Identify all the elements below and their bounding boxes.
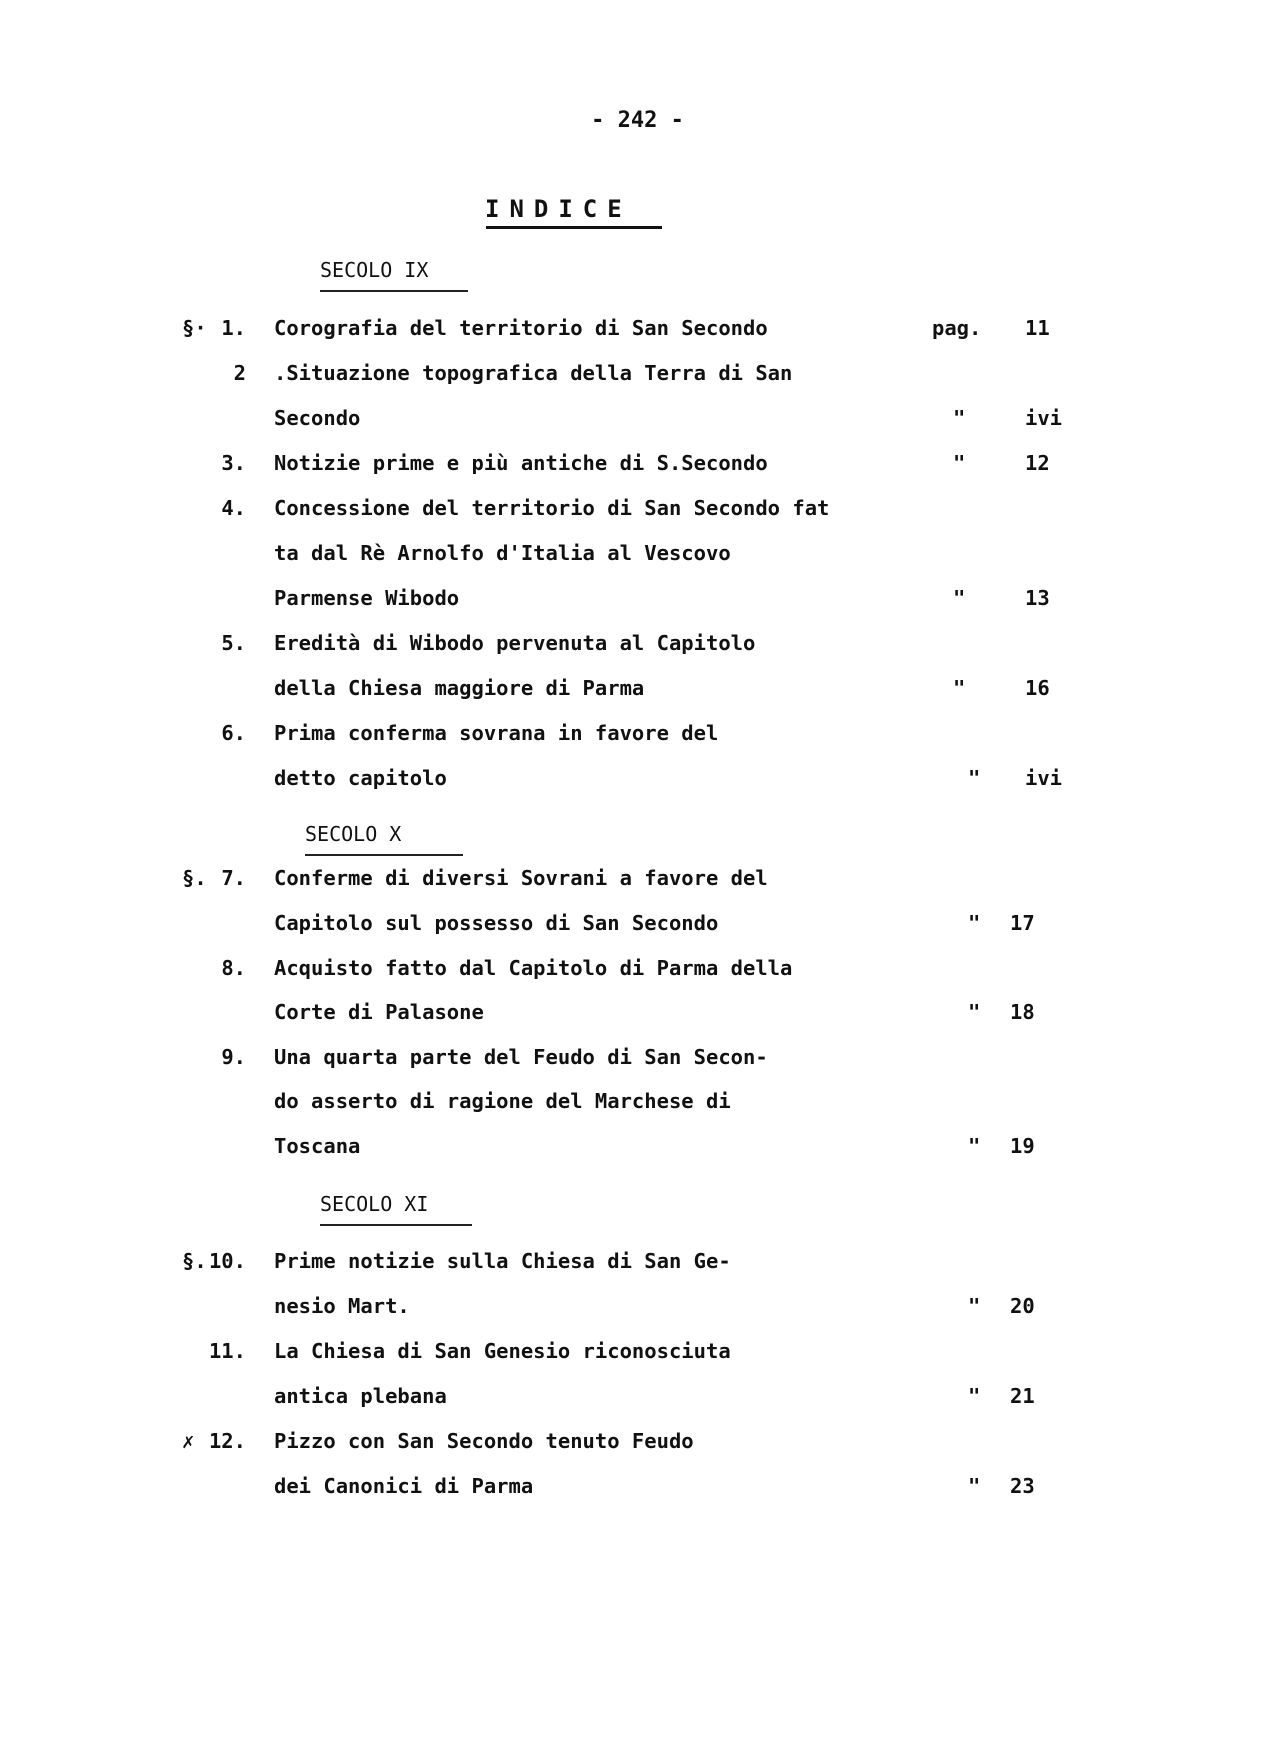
ditto-mark: " (953, 406, 966, 430)
entry-page: 19 (1010, 1134, 1035, 1158)
entry-page: 23 (1010, 1474, 1035, 1498)
entry-number: 6. (221, 721, 246, 745)
section-heading-ix: SECOLO IX (320, 258, 468, 292)
entry-text: dei Canonici di Parma (274, 1474, 534, 1498)
entry-text: Capitolo sul possesso di San Secondo (274, 911, 719, 935)
entry-number: 8. (221, 956, 246, 980)
entry-text: Secondo (274, 406, 361, 430)
entry-text: nesio Mart. (274, 1294, 410, 1318)
entry-text: Notizie prime e più antiche di S.Secondo (274, 451, 768, 475)
ditto-mark: " (953, 586, 966, 610)
section-underline (305, 854, 463, 856)
ditto-mark: " (968, 766, 981, 790)
entry-text: Parmense Wibodo (274, 586, 460, 610)
entry-number: 4. (221, 496, 246, 520)
entry-text: antica plebana (274, 1384, 447, 1408)
entry-number: 10. (208, 1249, 246, 1273)
entry-text: Concessione del territorio di San Secondo fat (274, 496, 830, 520)
index-title: INDICE (485, 195, 632, 223)
entry-page: ivi (1025, 406, 1063, 430)
entry-page: 16 (1025, 676, 1050, 700)
entry-number: 5. (221, 631, 246, 655)
entry-page: 12 (1025, 451, 1050, 475)
entry-page: 18 (1010, 1000, 1035, 1024)
entry-text: Corte di Palasone (274, 1000, 484, 1024)
section-underline (320, 1224, 472, 1226)
entry-number: 9. (221, 1045, 246, 1069)
entry-text: della Chiesa maggiore di Parma (274, 676, 645, 700)
section-mark: §. (182, 866, 207, 890)
entry-page: 13 (1025, 586, 1050, 610)
section-mark: ✗ (182, 1429, 195, 1453)
ditto-mark: " (968, 1384, 981, 1408)
entry-text: Conferme di diversi Sovrani a favore del (274, 866, 768, 890)
page-number: - 242 - (591, 108, 684, 133)
entry-text: .Situazione topografica della Terra di San (274, 361, 793, 385)
entry-number: 11. (208, 1339, 246, 1363)
entry-page: 20 (1010, 1294, 1035, 1318)
entry-number: 1. (221, 316, 246, 340)
ditto-mark: " (953, 451, 966, 475)
entry-text: ta dal Rè Arnolfo d'Italia al Vescovo (274, 541, 731, 565)
entry-text: detto capitolo (274, 766, 447, 790)
entry-page: 11 (1025, 316, 1050, 340)
page-prefix: pag. (932, 316, 982, 340)
entry-text: Prime notizie sulla Chiesa di San Ge- (274, 1249, 731, 1273)
section-underline (320, 290, 468, 292)
entry-number: 2 (233, 361, 246, 385)
ditto-mark: " (968, 1474, 981, 1498)
title-underline (486, 226, 662, 229)
section-mark: §· (182, 316, 207, 340)
entry-number: 12. (208, 1429, 246, 1453)
entry-text: do asserto di ragione del Marchese di (274, 1089, 731, 1113)
entry-page: ivi (1025, 766, 1063, 790)
ditto-mark: " (968, 1000, 981, 1024)
section-heading-xi: SECOLO XI (320, 1192, 472, 1226)
entry-text: Eredità di Wibodo pervenuta al Capitolo (274, 631, 756, 655)
entry-text: Toscana (274, 1134, 361, 1158)
entry-page: 17 (1010, 911, 1035, 935)
ditto-mark: " (953, 676, 966, 700)
entry-text: Acquisto fatto dal Capitolo di Parma della (274, 956, 793, 980)
entry-page: 21 (1010, 1384, 1035, 1408)
entry-number: 3. (221, 451, 246, 475)
entry-text: Una quarta parte del Feudo di San Secon- (274, 1045, 768, 1069)
entry-text: La Chiesa di San Genesio riconosciuta (274, 1339, 731, 1363)
ditto-mark: " (968, 1294, 981, 1318)
ditto-mark: " (968, 911, 981, 935)
entry-text: Prima conferma sovrana in favore del (274, 721, 719, 745)
entry-number: 7. (221, 866, 246, 890)
ditto-mark: " (968, 1134, 981, 1158)
section-mark: §. (182, 1249, 207, 1273)
entry-text: Pizzo con San Secondo tenuto Feudo (274, 1429, 694, 1453)
section-heading-x: SECOLO X (305, 822, 463, 856)
entry-text: Corografia del territorio di San Secondo (274, 316, 768, 340)
